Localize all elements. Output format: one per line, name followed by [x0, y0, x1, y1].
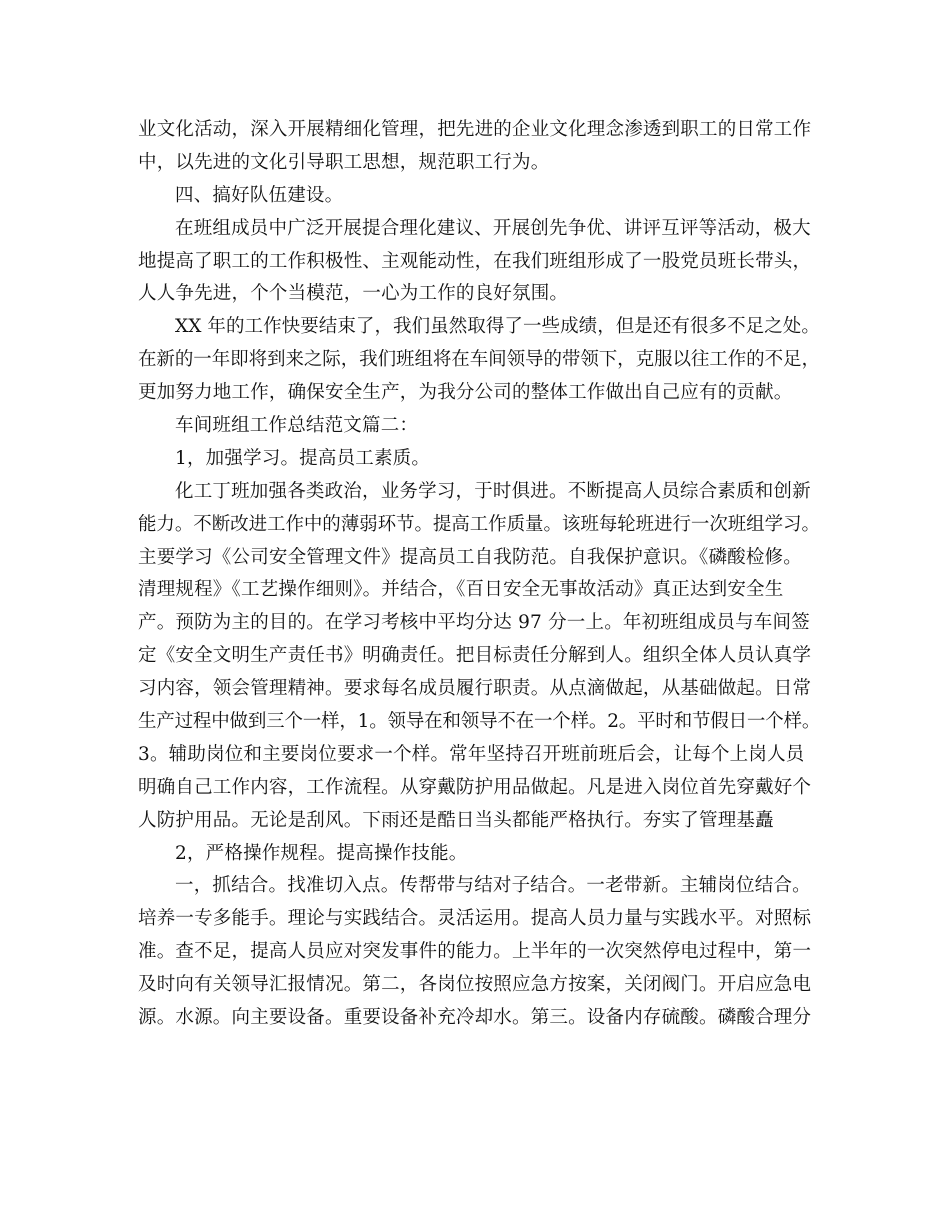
text-line: 及时向有关领导汇报情况。第二，各岗位按照应急方按案，关闭阀门。开启应急电 — [138, 974, 812, 996]
text-line: 培养一专多能手。理论与实践结合。灵活运用。提高人员力量与实践水平。对照标 — [138, 908, 812, 930]
text-line: 地提高了职工的工作积极性、主观能动性，在我们班组形成了一股党员班长带头， — [138, 250, 812, 272]
text-line: 能力。不断改进工作中的薄弱环节。提高工作质量。该班每轮班进行一次班组学习。 — [138, 513, 820, 535]
text-line: 准。查不足，提高人员应对突发事件的能力。上半年的一次突然停电过程中，第一 — [138, 941, 812, 963]
text-line: 四、搞好队伍建设。 — [175, 184, 344, 206]
text-line: 车间班组工作总结范文篇二： — [175, 415, 419, 437]
text-line: 定《安全文明生产责任书》明确责任。把目标责任分解到人。组织全体人员认真学 — [138, 645, 812, 667]
text-line: 习内容，领会管理精神。要求每名成员履行职责。从点滴做起，从基础做起。日常 — [138, 678, 812, 700]
text-line: 1，加强学习。提高员工素质。 — [175, 447, 431, 469]
text-line: 化工丁班加强各类政治，业务学习，于时俱进。不断提高人员综合素质和创新 — [175, 480, 811, 502]
text-line: 主要学习《公司安全管理文件》提高员工自我防范。自我保护意识。《磷酸检修。 — [138, 546, 802, 568]
text-line: 明确自己工作内容，工作流程。从穿戴防护用品做起。凡是进入岗位首先穿戴好个 — [138, 776, 812, 798]
text-line: 产。预防为主的目的。在学习考核中平均分达 97 分一上。年初班组成员与车间签 — [138, 612, 810, 634]
text-line: 更加努力地工作，确保安全生产，为我分公司的整体工作做出自己应有的贡献。 — [138, 382, 793, 404]
text-line: 3。辅助岗位和主要岗位要求一个样。常年坚持召开班前班后会，让每个上岗人员 — [138, 743, 805, 765]
text-line: 在新的一年即将到来之际，我们班组将在车间领导的带领下，克服以往工作的不足， — [138, 349, 820, 371]
text-line: 清理规程》《工艺操作细则》。并结合，《百日安全无事故活动》真正达到安全生 — [138, 579, 784, 601]
text-line: 人防护用品。无论是刮风。下雨还是酷日当头都能严格执行。夯实了管理基矗 — [138, 809, 774, 831]
text-line: 一，抓结合。找准切入点。传帮带与结对子结合。一老带新。主辅岗位结合。 — [175, 875, 811, 897]
text-line: 生产过程中做到三个一样，1。领导在和领导不在一个样。2。平时和节假日一个样。 — [138, 711, 821, 733]
text-line: 源。水源。向主要设备。重要设备补充冷却水。第三。设备内存硫酸。磷酸合理分 — [138, 1007, 812, 1029]
text-line: 2，严格操作规程。提高操作技能。 — [175, 842, 468, 864]
document-body — [138, 114, 820, 1035]
text-line: XX 年的工作快要结束了，我们虽然取得了一些成绩，但是还有很多不足之处。 — [175, 316, 820, 338]
text-line: 业文化活动，深入开展精细化管理，把先进的企业文化理念渗透到职工的日常工作 — [138, 119, 812, 140]
text-line: 中，以先进的文化引导职工思想，规范职工行为。 — [138, 151, 550, 173]
text-line: 人人争先进，个个当模范，一心为工作的良好氛围。 — [138, 283, 569, 305]
text-line: 在班组成员中广泛开展提合理化建议、开展创先争优、讲评互评等活动，极大 — [175, 217, 811, 239]
